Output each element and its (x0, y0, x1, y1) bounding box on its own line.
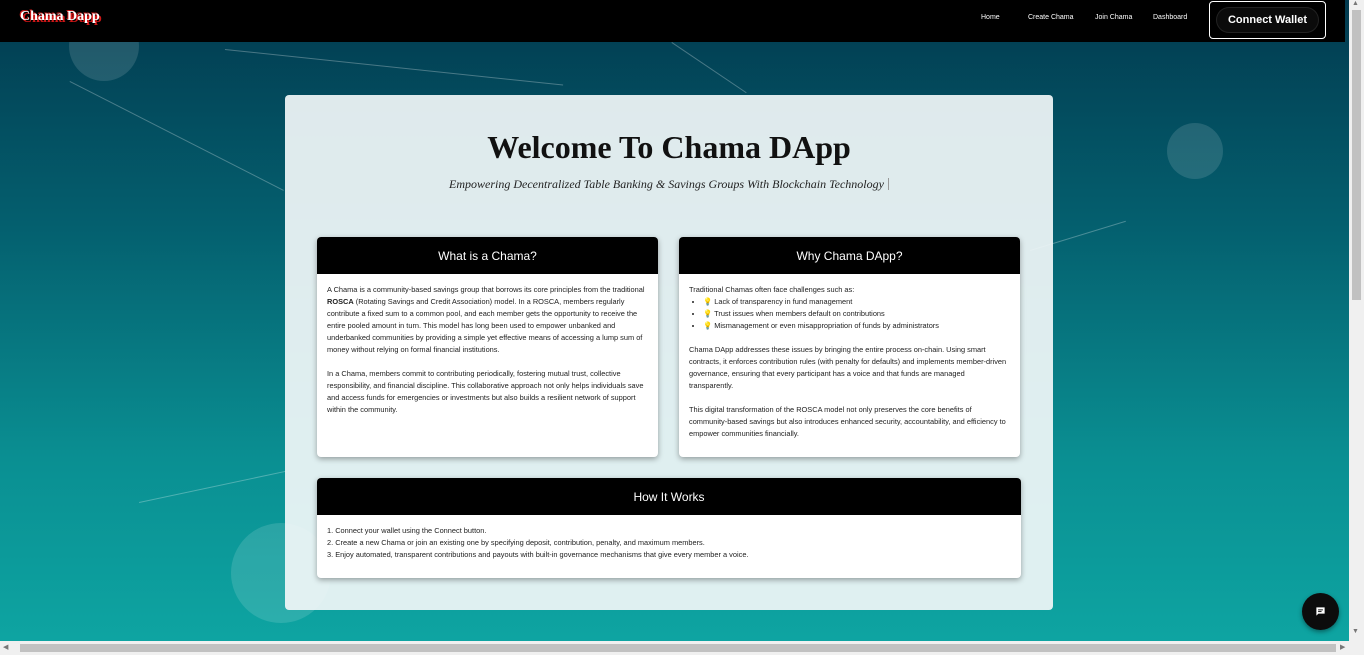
paragraph-text: (Rotating Savings and Credit Association) model. In a ROSCA, members regularly contribute a fixed sum to a common pool, and each member gets the opportunity to receive the entire pooled amount in turn. This model has long been used to empower unbanked and underbanked communities by providing a simple yet effective means of accessing a lump sum of money without relying on formal financial institutions. (327, 297, 643, 354)
step-item: 2. Create a new Chama or join an existing one by specifying deposit, contribution, penalty, and maximum members. (327, 538, 705, 547)
step-item: 1. Connect your wallet using the Connect button. (327, 526, 487, 535)
intro-text: Traditional Chamas often face challenges such as: (689, 285, 855, 294)
main-content-card (285, 95, 1053, 610)
decor-circle (1167, 123, 1223, 179)
list-item: • 💡 Mismanagement or even misappropriation of funds by administrators (703, 320, 1010, 332)
how-it-works-card (317, 478, 1021, 578)
chat-button[interactable] (1302, 593, 1339, 630)
scroll-left-arrow-icon[interactable]: ◀ (3, 644, 9, 651)
nav-link-join-chama[interactable]: Join Chama (1095, 14, 1133, 21)
nav-link-home[interactable]: Home (981, 14, 1000, 21)
decor-line (70, 81, 284, 191)
scroll-up-arrow-icon[interactable]: ▲ (1352, 0, 1359, 7)
paragraph: In a Chama, members commit to contributing periodically, fostering mutual trust, collective responsibility, and financial discipline. This collaborative approach not only helps individuals save and access funds for emergencies or investments but also builds a resilient network of support within the community. (327, 369, 644, 414)
issues-list (689, 296, 1010, 332)
what-is-chama-card (317, 237, 658, 457)
paragraph (327, 284, 648, 356)
card-header: What is a Chama? (317, 237, 658, 274)
list-item: • 💡 Trust issues when members default on contributions (703, 308, 1010, 320)
card-body (317, 515, 1021, 571)
connect-wallet-label: Connect Wallet (1217, 8, 1318, 32)
rosca-term: ROSCA (327, 297, 354, 306)
decor-line (671, 42, 746, 93)
vertical-scroll-thumb[interactable] (1352, 10, 1361, 300)
nav-link-create-chama[interactable]: Create Chama (1028, 14, 1074, 21)
list-item: • 💡 Lack of transparency in fund management (703, 296, 1010, 308)
card-header: Why Chama DApp? (679, 237, 1020, 274)
decor-line (139, 471, 286, 503)
decor-line (225, 49, 563, 86)
step-item: 3. Enjoy automated, transparent contributions and payouts with built-in governance mechanisms that give every member a voice. (327, 550, 749, 559)
chat-icon (1315, 606, 1326, 617)
scroll-down-arrow-icon[interactable]: ▼ (1352, 628, 1359, 635)
nav-link-dashboard[interactable]: Dashboard (1153, 14, 1188, 21)
typing-cursor (888, 178, 889, 190)
scroll-right-arrow-icon[interactable]: ▶ (1340, 644, 1346, 651)
top-navbar (0, 0, 1345, 42)
page-subtitle (285, 177, 1053, 192)
app-logo[interactable]: Chama Dapp (20, 9, 100, 24)
horizontal-scroll-thumb[interactable] (20, 644, 1336, 652)
paragraph: Chama DApp addresses these issues by bringing the entire process on-chain. Using smart contracts, it enforces contribution rules (with penalty for defaults) and implements member-driven governance, ensuring that every participant has a voice and that funds are managed transparently. (689, 345, 1007, 390)
page-title: Welcome To Chama DApp (487, 129, 851, 165)
card-body (679, 274, 1020, 457)
paragraph-text: A Chama is a community-based savings group that borrows its core principles from the traditional (327, 285, 645, 294)
why-chama-dapp-card (679, 237, 1020, 457)
card-header: How It Works (317, 478, 1021, 515)
paragraph: This digital transformation of the ROSCA model not only preserves the core benefits of community-based savings but also introduces enhanced security, accountability, and efficiency to empower communities financially. (689, 405, 1006, 438)
vertical-scrollbar[interactable] (1349, 0, 1364, 641)
connect-wallet-button[interactable] (1209, 1, 1326, 39)
card-body (317, 274, 658, 438)
horizontal-scrollbar[interactable] (0, 641, 1364, 655)
subtitle-text: Empowering Decentralized Table Banking & Savings Groups With Blockchain Technology (449, 177, 884, 191)
